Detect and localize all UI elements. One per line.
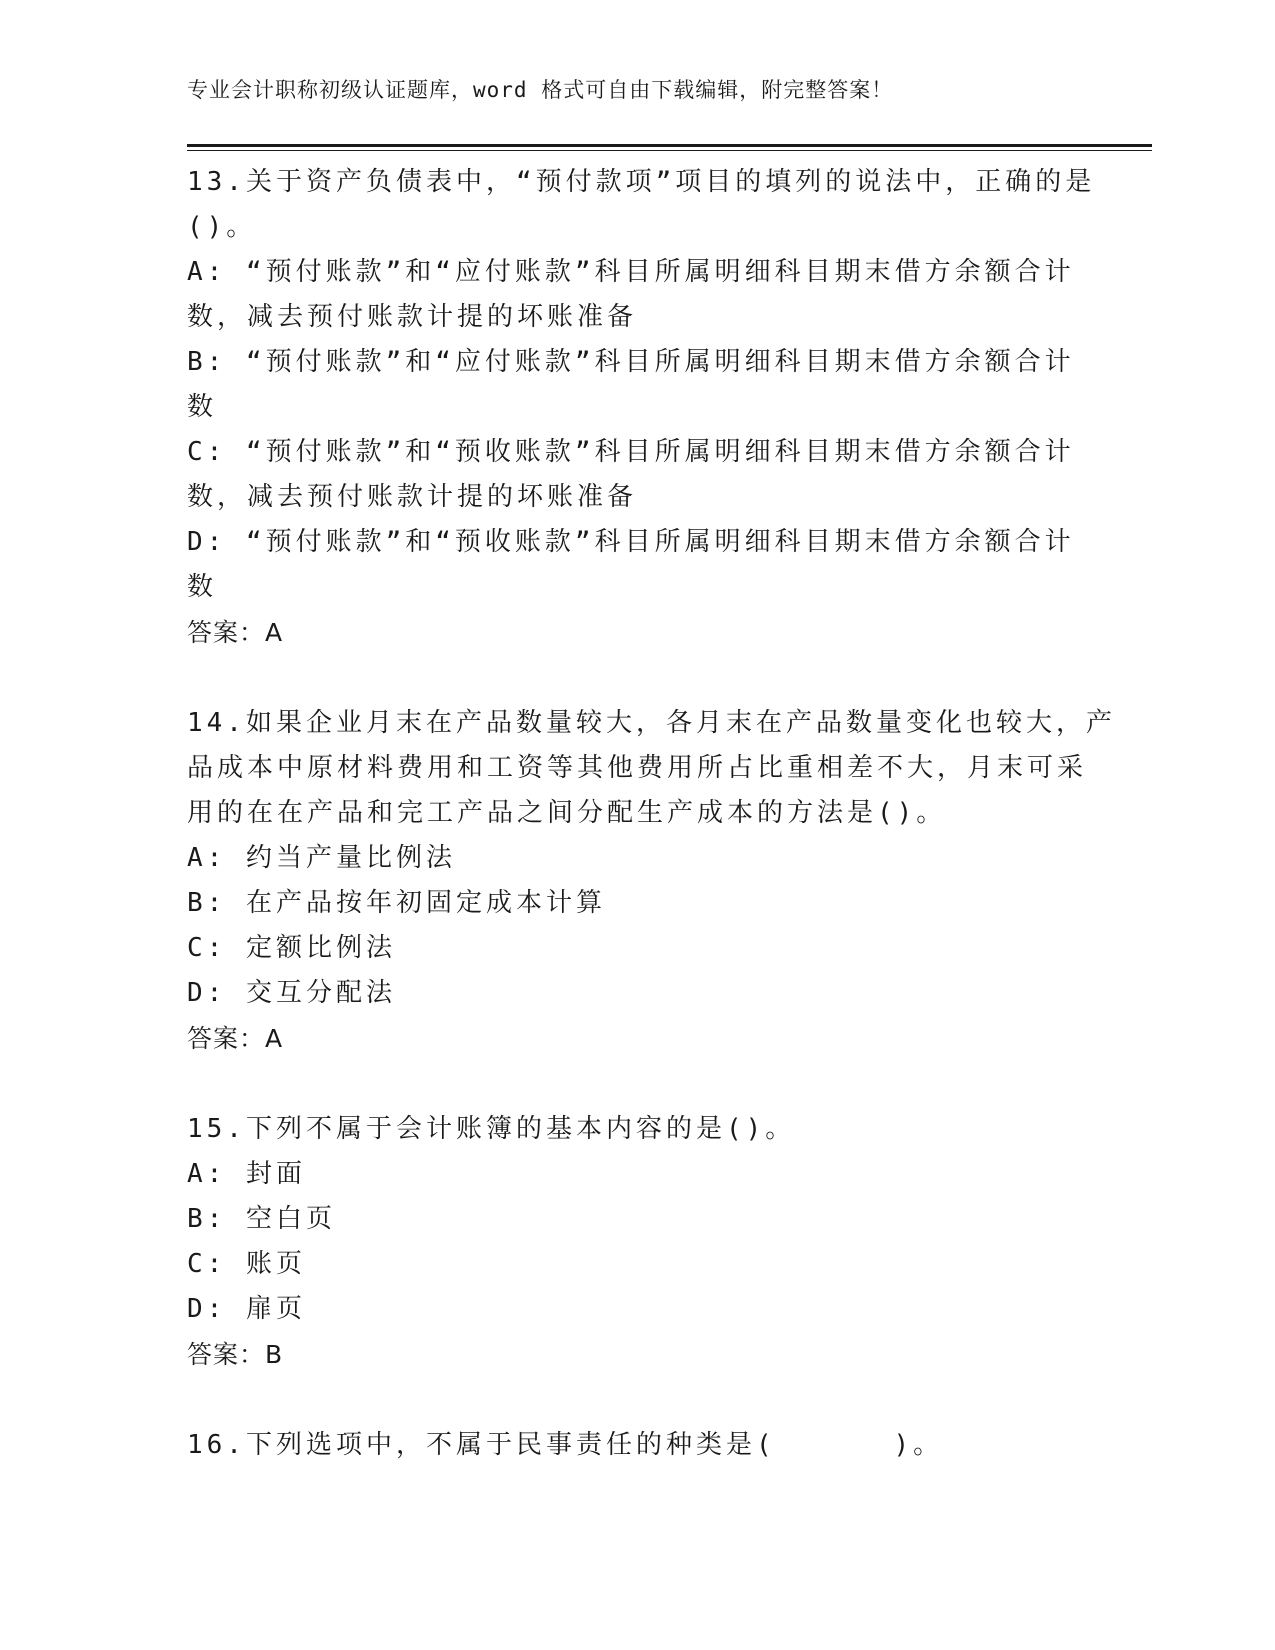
question-stem-line: ()。 [187,212,257,242]
question-16 [187,1423,1087,1468]
question-stem-line: 15.下列不属于会计账簿的基本内容的是()。 [187,1114,796,1144]
question-stem-line: 13.关于资产负债表中，“预付款项”项目的填列的说法中，正确的是 [187,167,1096,197]
option-b: B: “预付账款”和“应付账款”科目所属明细科目期末借方余额合计 [187,347,1075,377]
question-stem-line: 16.下列选项中，不属于民事责任的种类是( )。 [187,1430,944,1460]
option-a: A: 约当产量比例法 [187,843,456,873]
answer: 答案：B [187,1340,284,1369]
option-d: D: “预付账款”和“预收账款”科目所属明细科目期末借方余额合计 [187,527,1075,557]
option-c: C: 账页 [187,1249,306,1279]
question-13 [187,160,1096,655]
header-divider [187,144,1152,151]
option-a: A: 封面 [187,1159,306,1189]
option-d-continued: 数 [187,572,218,602]
question-stem-line: 品成本中原材料费用和工资等其他费用所占比重相差不大，月末可采 [187,753,1088,783]
question-stem-line: 14.如果企业月末在产品数量较大，各月末在产品数量变化也较大，产 [187,708,1116,738]
option-c: C: “预付账款”和“预收账款”科目所属明细科目期末借方余额合计 [187,437,1075,467]
question-stem-line: 用的在在产品和完工产品之间分配生产成本的方法是()。 [187,798,947,828]
option-c-continued: 数，减去预付账款计提的坏账准备 [187,482,638,512]
option-a-continued: 数，减去预付账款计提的坏账准备 [187,302,638,332]
option-b-continued: 数 [187,392,218,422]
answer: 答案：A [187,1024,284,1053]
question-list [187,160,1116,1468]
option-b: B: 在产品按年初固定成本计算 [187,888,606,918]
question-15 [187,1107,1087,1377]
option-a: A: “预付账款”和“应付账款”科目所属明细科目期末借方余额合计 [187,257,1075,287]
page-header: 专业会计职称初级认证题库，word 格式可自由下载编辑，附完整答案！ [187,78,894,102]
option-c: C: 定额比例法 [187,933,396,963]
answer: 答案：A [187,618,284,647]
question-14 [187,701,1116,1061]
option-d: D: 扉页 [187,1294,306,1324]
option-d: D: 交互分配法 [187,978,396,1008]
option-b: B: 空白页 [187,1204,336,1234]
